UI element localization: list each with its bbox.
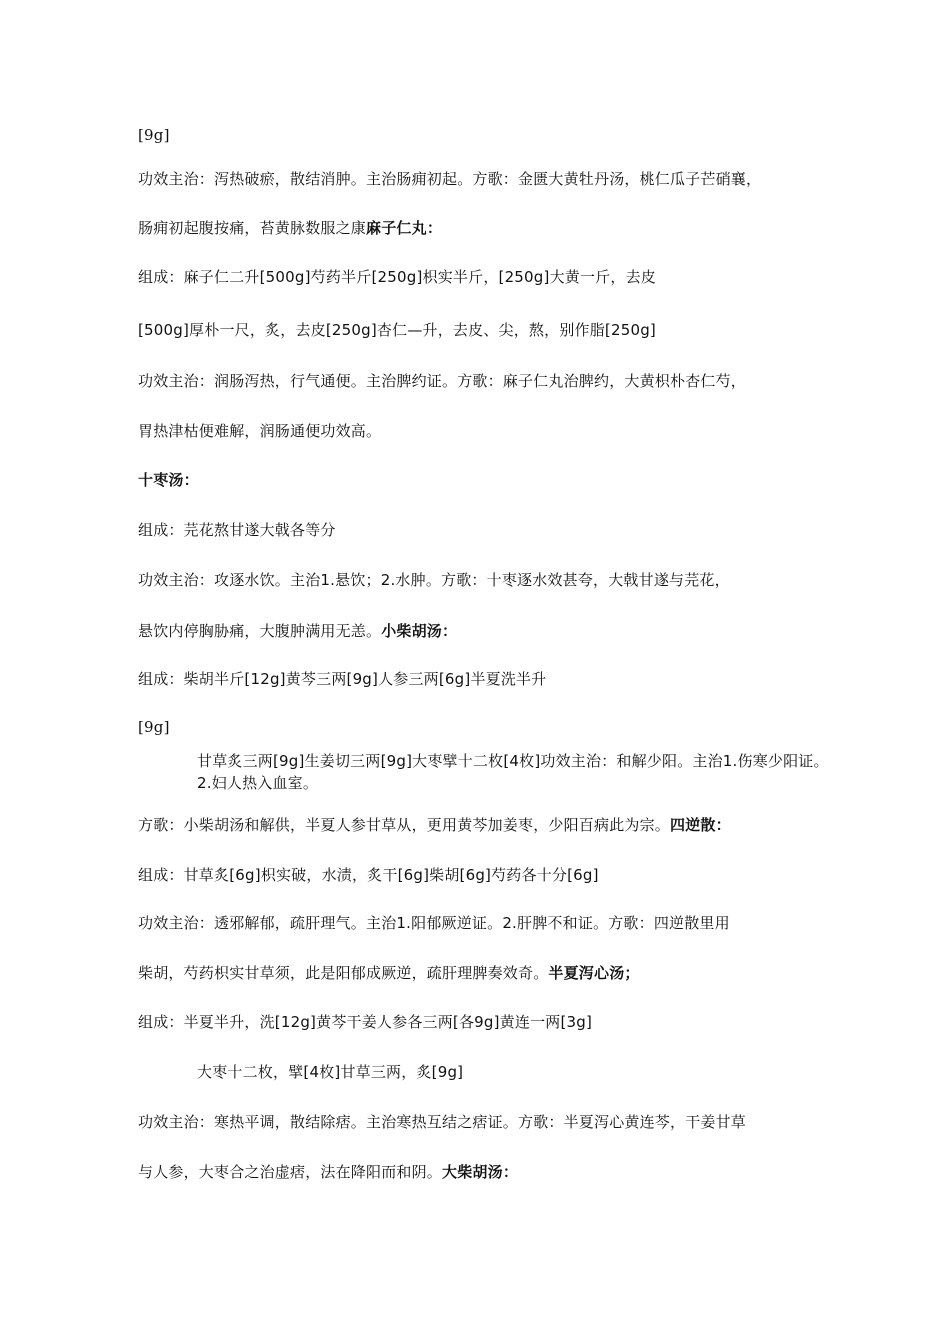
text-line: 功效主治：润肠泻热，行气通便。主治脾约证。方歌：麻子仁丸治脾约，大黄枳朴杏仁芍， <box>138 372 747 390</box>
text-line: 组成：甘草炙[6g]枳实破，水渍，炙干[6g]柴胡[6g]芍药各十分[6g] <box>138 866 599 884</box>
formula-heading: 四逆散： <box>670 816 731 834</box>
formula-heading: 大柴胡汤： <box>442 1163 519 1181</box>
text-line: 胃热津枯便难解，润肠通便功效高。 <box>138 422 382 440</box>
text-line: [500g]厚朴一尺，炙，去皮[250g]杏仁—升，去皮、尖，熬，别作脂[250g] <box>138 321 656 339</box>
text-line: 功效主治：透邪解郁，疏肝理气。主治1.阳郁厥逆证。2.肝脾不和证。方歌：四逆散里用 <box>138 914 730 932</box>
text-line: 组成：芫花熬甘遂大戟各等分 <box>138 521 336 539</box>
text-line: 功效主治：泻热破瘀，散结消肿。主治肠痈初起。方歌：金匮大黄牡丹汤，桃仁瓜子芒硝襄， <box>138 170 762 188</box>
text-line: [9g] <box>138 718 170 736</box>
text-line: 与人参，大枣合之治虚痞，法在降阳而和阴。大柴胡汤： <box>138 1163 519 1181</box>
text-line: 组成：半夏半升，洗[12g]黄芩干姜人参各三两[各9g]黄连一两[3g] <box>138 1013 593 1031</box>
text-line: 甘草炙三两[9g]生姜切三两[9g]大枣擘十二枚[4枚]功效主治：和解少阳。主治1.伤寒少阳证。2.妇人热入血室。 <box>197 752 829 792</box>
formula-heading: 半夏泻心汤； <box>548 964 640 982</box>
text-line: 柴胡，芍药枳实甘草须，此是阳郁成厥逆，疏肝理脾奏效奇。半夏泻心汤； <box>138 964 640 982</box>
text-line: 功效主治：寒热平调，散结除痞。主治寒热互结之痞证。方歌：半夏泻心黄连芩，干姜甘草 <box>138 1113 747 1131</box>
text-line <box>138 469 838 491</box>
formula-heading: 十枣汤： <box>138 471 199 489</box>
text-line: 功效主治：攻逐水饮。主治1.悬饮；2.水肿。方歌：十枣逐水效甚夸，大戟甘遂与芫花， <box>138 571 730 589</box>
text-line: 悬饮内停胸胁痛，大腹肿满用无恙。小柴胡汤： <box>138 622 458 640</box>
text-line: 肠痈初起腹按痛，苔黄脉数服之康麻子仁丸： <box>138 219 443 237</box>
formula-heading: 小柴胡汤： <box>381 622 458 640</box>
formula-heading: 麻子仁丸： <box>366 219 443 237</box>
text-line: 组成：麻子仁二升[500g]芍药半斤[250g]枳实半斤，[250g]大黄一斤，去皮 <box>138 268 656 286</box>
text-line: 组成：柴胡半斤[12g]黄芩三两[9g]人参三两[6g]半夏洗半升 <box>138 670 547 688</box>
text-line: [9g] <box>138 126 170 144</box>
text-line: 方歌：小柴胡汤和解供，半夏人参甘草从，更用黄芩加姜枣，少阳百病此为宗。四逆散： <box>138 816 731 834</box>
text-line: 大枣十二枚，擘[4枚]甘草三两，炙[9g] <box>197 1063 464 1081</box>
